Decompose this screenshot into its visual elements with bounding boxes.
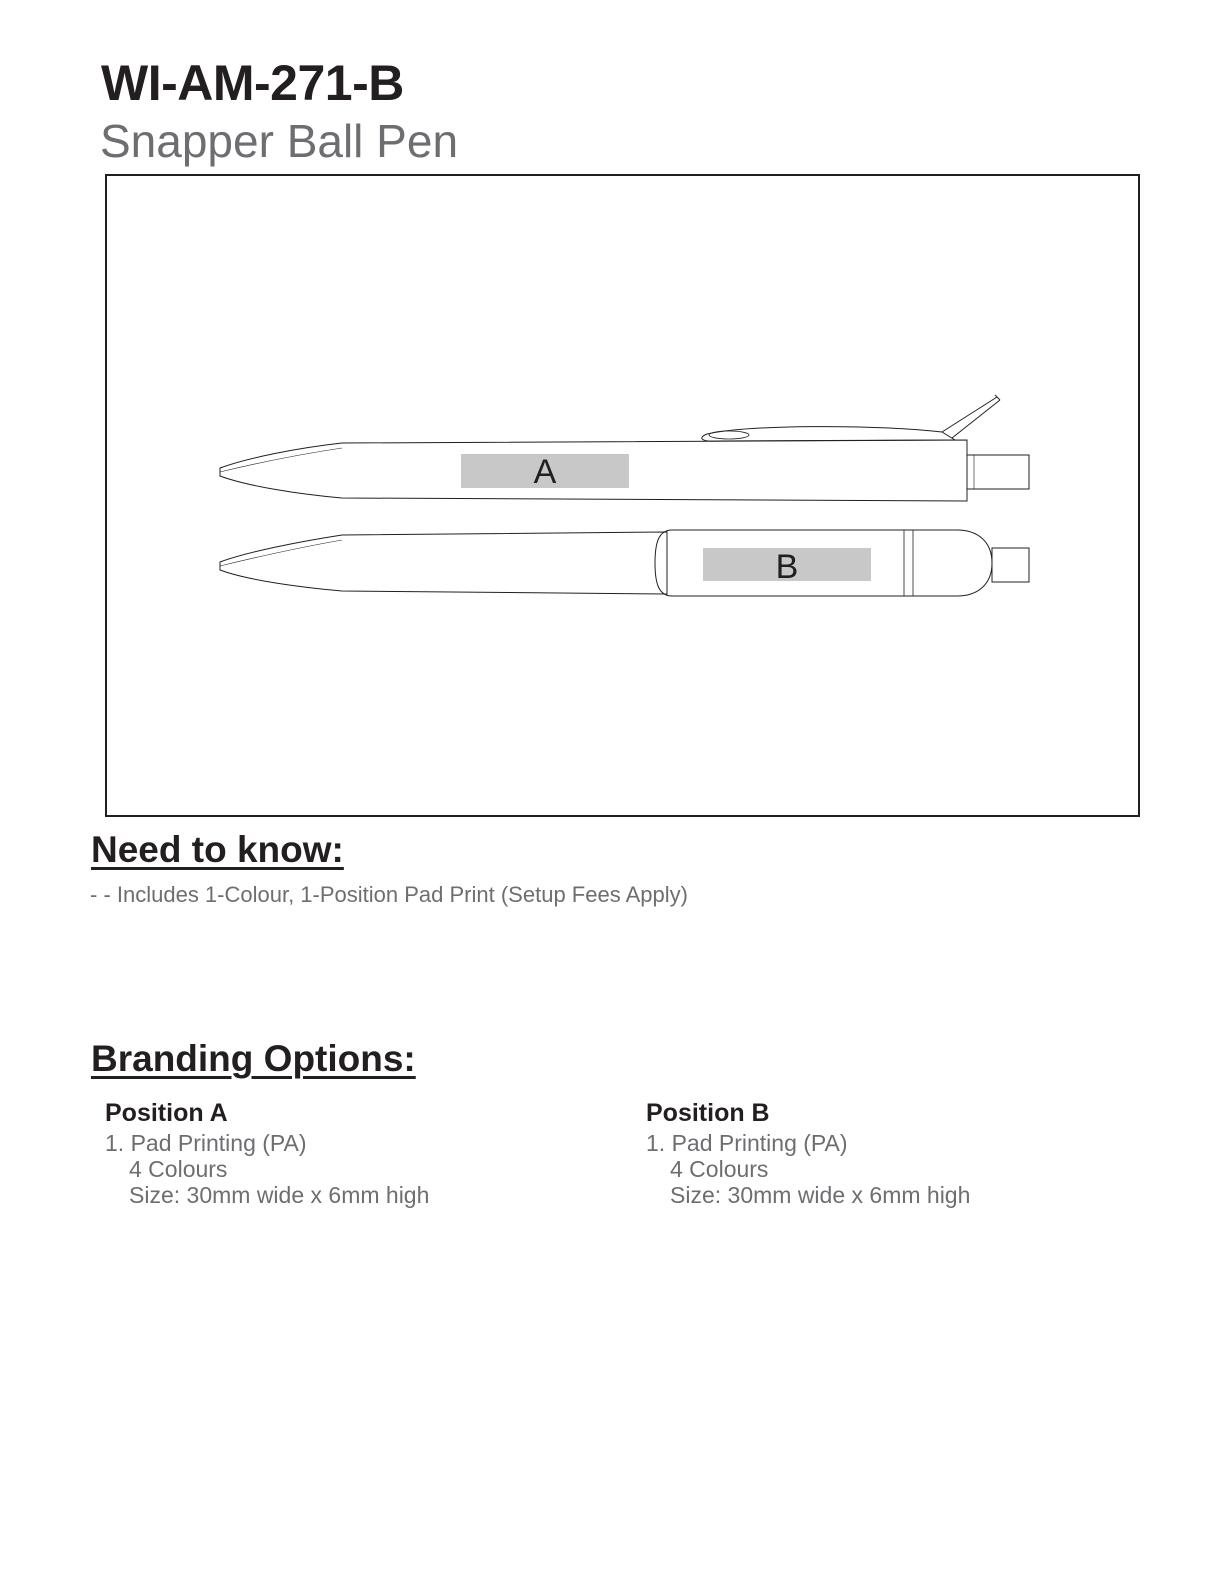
print-area-b-label: B [775, 548, 799, 586]
pen-top-clip-arm [942, 395, 1000, 438]
need-to-know-item: - - Includes 1-Colour, 1-Position Pad Print (Setup Fees Apply) [90, 882, 688, 907]
need-to-know-heading: Need to know: [91, 829, 344, 870]
position-b-method: 1. Pad Printing (PA) [646, 1130, 848, 1156]
pen-bottom-body [220, 532, 667, 594]
pen-illustration [107, 176, 1142, 819]
pen-top-tip-detail [220, 448, 342, 472]
position-a-size: Size: 30mm wide x 6mm high [129, 1182, 430, 1208]
position-b-title: Position B [646, 1099, 770, 1127]
branding-position-a [105, 1098, 429, 1208]
pen-bottom-button [992, 548, 1029, 582]
pen-bottom-tip-detail [220, 540, 342, 566]
position-a-title: Position A [105, 1099, 228, 1127]
branding-options-heading: Branding Options: [91, 1038, 416, 1079]
branding-position-b [646, 1098, 970, 1208]
pen-illustration-frame [105, 174, 1140, 817]
pen-bottom-view [220, 530, 1029, 596]
sku-title: WI-AM-271-B [101, 55, 404, 111]
product-name: Snapper Ball Pen [100, 115, 459, 167]
pen-top-clip [702, 427, 955, 442]
position-b-colours: 4 Colours [670, 1156, 769, 1182]
position-a-colours: 4 Colours [129, 1156, 228, 1182]
position-a-method: 1. Pad Printing (PA) [105, 1130, 307, 1156]
position-b-size: Size: 30mm wide x 6mm high [670, 1182, 971, 1208]
need-to-know-list [90, 882, 688, 908]
print-area-a-label: A [533, 453, 557, 491]
pen-top-button [967, 455, 1029, 489]
